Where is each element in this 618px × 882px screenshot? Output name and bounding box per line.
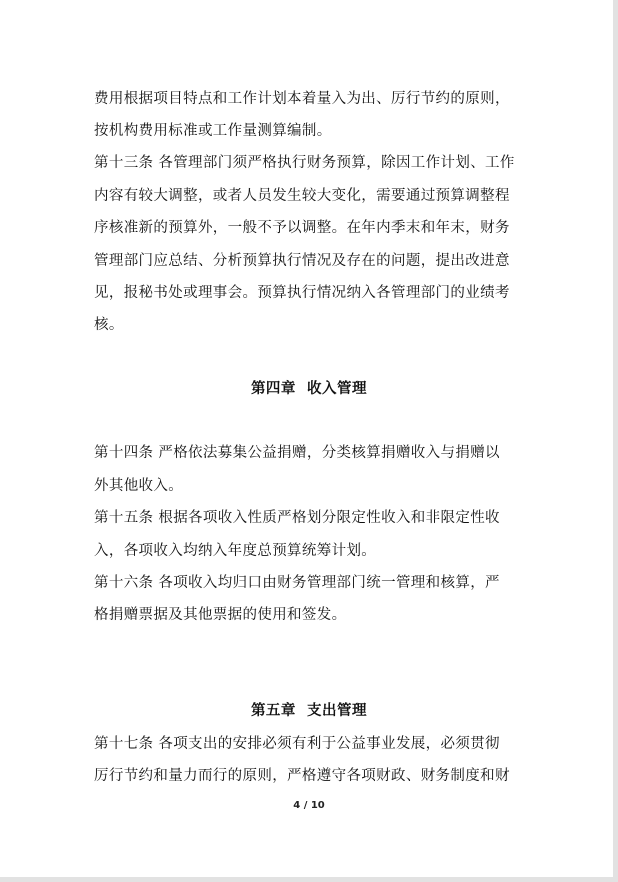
article-14-line: 第十四条 严格依法募集公益捐赠，分类核算捐赠收入与捐赠以: [94, 445, 500, 461]
article-15-line: 第十五条 根据各项收入性质严格划分限定性收入和非限定性收: [94, 510, 500, 526]
paragraph-line: 内容有较大调整，或者人员发生较大变化，需要通过预算调整程: [94, 188, 510, 204]
chapter-4-heading: 第四章 收入管理: [250, 380, 368, 397]
paragraph-line: 厉行节约和量力而行的原则，严格遵守各项财政、财务制度和财: [94, 768, 510, 784]
paragraph-line: 序核准新的预算外，一般不予以调整。在年内季末和年末，财务: [94, 220, 510, 236]
paragraph-line: 管理部门应总结、分析预算执行情况及存在的问题，提出改进意: [94, 253, 510, 269]
paragraph-line: 核。: [94, 317, 124, 333]
article-17-line: 第十七条 各项支出的安排必须有利于公益事业发展，必须贯彻: [94, 736, 500, 752]
article-13-line: 第十三条 各管理部门须严格执行财务预算，除因工作计划、工作: [94, 155, 515, 171]
paragraph-line: 按机构费用标准或工作量测算编制。: [94, 123, 332, 139]
paragraph-line: 见，报秘书处或理事会。预算执行情况纳入各管理部门的业绩考: [94, 285, 510, 301]
paragraph-line: 费用根据项目特点和工作计划本着量入为出、厉行节约的原则，: [94, 91, 510, 107]
page-number: 4 / 10: [293, 800, 325, 811]
paragraph-line: 外其他收入。: [94, 478, 184, 494]
article-16-line: 第十六条 各项收入均归口由财务管理部门统一管理和核算，严: [94, 575, 500, 591]
paragraph-line: 入，各项收入均纳入年度总预算统筹计划。: [94, 543, 377, 559]
paragraph-line: 格捐赠票据及其他票据的使用和签发。: [94, 607, 347, 623]
chapter-5-heading: 第五章 支出管理: [250, 702, 368, 719]
